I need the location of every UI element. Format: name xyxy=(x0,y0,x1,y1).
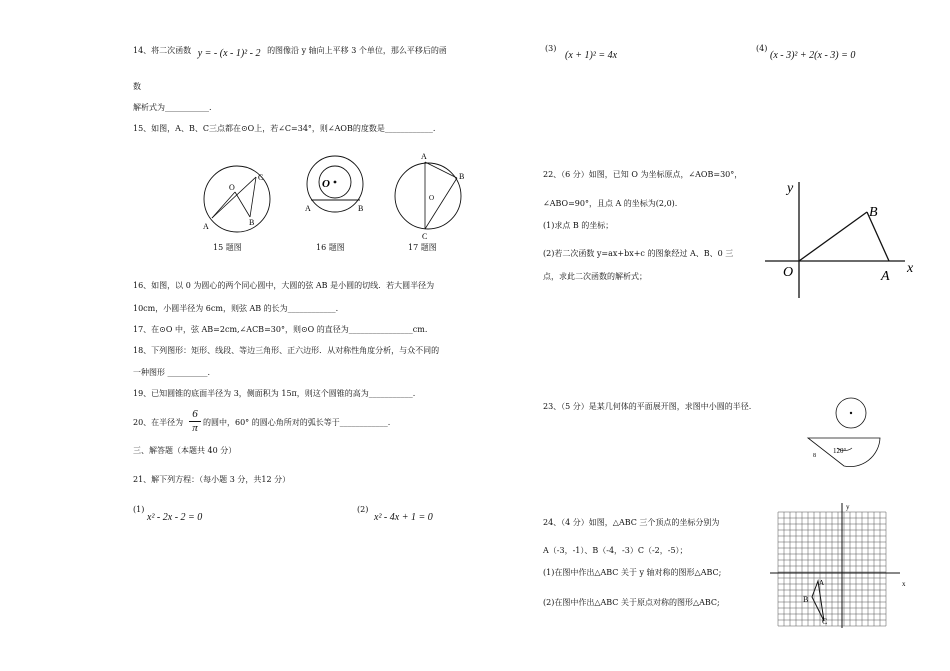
fig24-label-c: C xyxy=(822,617,828,626)
q20-prefix: 20、在半径为 xyxy=(133,418,184,427)
q21-p2-label: (2) xyxy=(357,505,369,514)
fig22-label-a: A xyxy=(881,269,890,284)
q21-p1-label: (1) xyxy=(133,505,145,514)
q16-line2: 10cm，小圆半径为 6cm，则弦 AB 的长为____________. xyxy=(133,304,339,313)
fig17-label-c: C xyxy=(422,232,428,241)
fig22-label-o: O xyxy=(783,265,794,280)
figure-15 xyxy=(200,162,275,237)
fig15-label-b: B xyxy=(249,218,255,227)
q24-line4: (2)在图中作出△ABC 关于原点对称的图形△ABC; xyxy=(543,598,720,607)
q17-text: 17、在⊙O 中，弦 AB=2cm,∠ACB=30°，则⊙O 的直径为________________cm. xyxy=(133,325,428,334)
fig24-label-a: A xyxy=(819,579,825,587)
fig15-caption: 15 题图 xyxy=(213,243,242,252)
figure-22 xyxy=(765,172,925,302)
fig16-outer-circle xyxy=(307,156,363,212)
fig24-label-y: y xyxy=(846,503,850,511)
q14-line3: 解析式为___________. xyxy=(133,103,212,112)
q20-fraction-numerator: 6 xyxy=(189,409,201,422)
figure-23 xyxy=(800,395,890,470)
q22-line5: 点，求此二次函数的解析式； xyxy=(543,272,647,281)
fig24-grid xyxy=(778,512,886,626)
fig23-length-label: 8 xyxy=(813,453,816,459)
fig16-center-dot xyxy=(334,181,337,184)
q18-line2: 一种图形 __________. xyxy=(133,368,211,377)
q20-suffix: 的圆中，60° 的圆心角所对的弧长等于____________. xyxy=(203,418,391,427)
figure-17 xyxy=(395,150,470,242)
q14-line1 xyxy=(133,45,447,57)
q18-line1: 18、下列图形：矩形、线段、等边三角形、正六边形．从对称性角度分析，与众不同的 xyxy=(133,346,440,355)
fig17-label-b: B xyxy=(459,172,465,181)
q24-line1: 24、（4 分）如图，△ABC 三个顶点的坐标分别为 xyxy=(543,518,720,527)
fig23-small-circle-center xyxy=(850,412,852,414)
fig17-chord-bc xyxy=(425,178,457,229)
q14-prefix: 14、将二次函数 xyxy=(133,46,192,55)
q21-text: 21、解下列方程：（每小题 3 分，共12 分） xyxy=(133,475,291,484)
q24-line2: A（-3，-1）、B（-4，-3）C（-2，-5）； xyxy=(543,546,688,555)
q21-p1-equation: x² - 2x - 2 = 0 xyxy=(147,512,203,523)
q21-p4-equation: (x - 3)² + 2(x - 3) = 0 xyxy=(770,50,856,61)
fig16-label-a: A xyxy=(305,204,311,213)
q21-p3-label: (3) xyxy=(545,44,557,53)
fig17-label-o: O xyxy=(429,194,435,202)
fig16-caption: 16 题图 xyxy=(316,243,345,252)
q14-formula: y = - (x - 1)² - 2 xyxy=(197,48,261,59)
fig24-label-x: x xyxy=(902,580,906,588)
fig15-line-ob xyxy=(235,192,250,217)
fig16-label-b: B xyxy=(358,204,364,213)
q14-line2: 数 xyxy=(133,82,141,91)
q20-fraction xyxy=(189,409,201,434)
q21-p2-equation: x² - 4x + 1 = 0 xyxy=(374,512,433,523)
fig15-label-c: C xyxy=(258,173,264,182)
q16-line1: 16、如图，以 0 为圆心的两个同心圆中，大圆的弦 AB 是小圆的切线．若大圆半径为 xyxy=(133,281,435,290)
q21-p4-label: (4) xyxy=(756,44,768,53)
fig24-label-b: B xyxy=(803,595,809,604)
fig17-caption: 17 题图 xyxy=(408,243,437,252)
fig15-line-cb xyxy=(250,177,256,217)
fig22-label-x: x xyxy=(907,261,914,276)
fig16-label-o: O xyxy=(322,178,330,190)
q20-fraction-denominator: π xyxy=(192,422,198,434)
fig23-angle-label: 120° xyxy=(833,447,847,455)
fig17-chord-ab xyxy=(425,162,457,178)
q14-suffix: 的图像沿 y 轴向上平移 3 个单位，那么平移后的函 xyxy=(267,46,447,55)
q22-line2: ∠ABO=90°，且点 A 的坐标为(2,0). xyxy=(543,199,678,208)
q22-line4: (2)若二次函数 y=ax+bx+c 的图象经过 A、B、0 三 xyxy=(543,249,734,258)
fig15-line-ao xyxy=(212,192,235,218)
fig15-label-o: O xyxy=(229,183,235,192)
q22-line1: 22、（6 分）如图，已知 O 为坐标原点，∠AOB=30°， xyxy=(543,170,743,179)
fig17-label-a: A xyxy=(421,152,427,161)
section-3-heading: 三、解答题（本题共 40 分） xyxy=(133,446,237,455)
q15-text: 15、如图，A、B、C三点都在⊙O上，若∠C=34°，则∠AOB的度数是____________. xyxy=(133,124,436,133)
q19-text: 19、已知圆锥的底面半径为 3，侧面积为 15π，则这个圆锥的高为___________. xyxy=(133,389,416,398)
fig15-label-a: A xyxy=(203,222,209,231)
figure-24 xyxy=(770,500,915,632)
figure-16 xyxy=(302,155,382,220)
fig22-label-b: B xyxy=(869,205,878,220)
q21-p3-equation: (x + 1)² = 4x xyxy=(565,50,618,61)
fig17-circle xyxy=(395,163,461,229)
q24-line3: (1)在图中作出△ABC 关于 y 轴对称的图形△ABC; xyxy=(543,568,722,577)
q22-line3: (1)求点 B 的坐标； xyxy=(543,221,614,230)
q23-text: 23、（5 分）是某几何体的平面展开图，求图中小圆的半径. xyxy=(543,402,752,411)
fig22-segment-ob xyxy=(799,212,867,261)
fig22-label-y: y xyxy=(787,181,794,196)
